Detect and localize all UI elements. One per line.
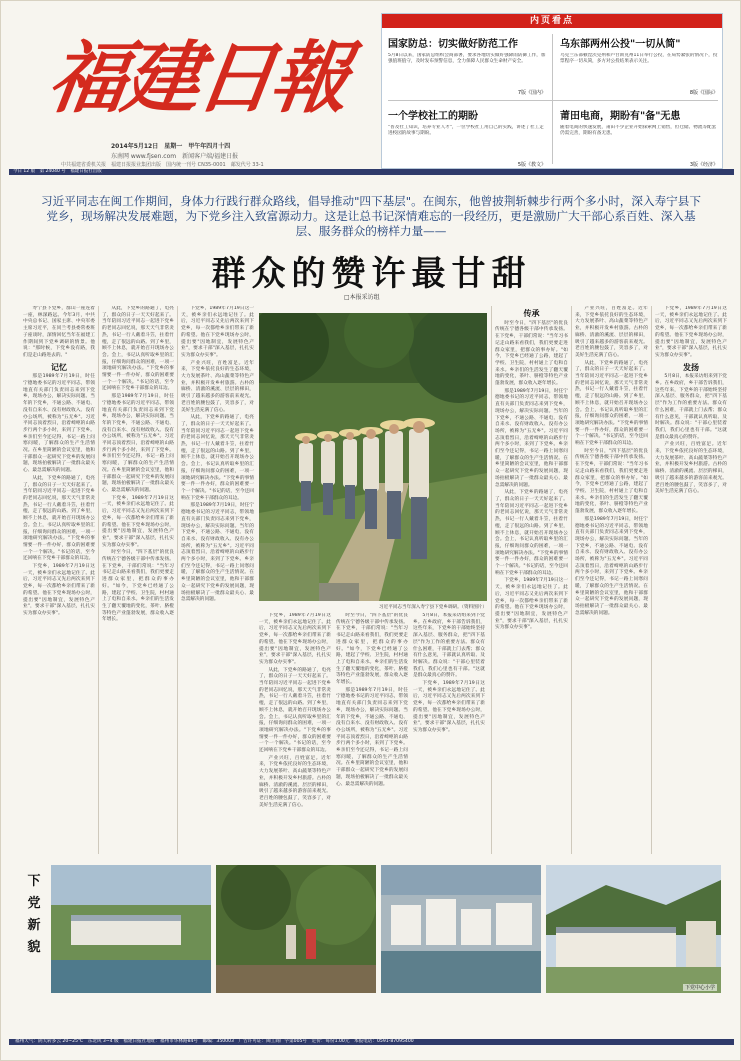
column-text: 下党乡，1989年7月19日这一天，被乡亲们永远地记住了。此后，习近平同志又先后两次来到下党乡，每一次都给乡亲们带来了新的希望。他在下党乡现场办公时，提出要"因地制宜，发展特色产业"，要求干部"深入基层，扎扎实实为群众办实事"。 [181, 306, 254, 358]
column-text: 下党乡，1989年7月19日这一天，被乡亲们永远地记住了。此后，习近平同志又先后两次来到下党乡，每一次都给乡亲们带来了新的希望。他在下党乡现场办公时，提出要"因地制宜，发展特色产业"，要求干部"深入基层，扎扎实实为群众办实事"。 [259, 613, 331, 665]
column-rule [491, 306, 492, 854]
article-column [102, 306, 174, 854]
issue-date: 2014年5月12日 星期一 甲午年四月十四 [111, 143, 231, 150]
column-text: 下党乡，1989年7月19日这一天，被乡亲们永远地记住了。此后，习近平同志又先后两次来到下党乡，每一次都给乡亲们带来了新的希望。他在下党乡现场办公时，提出要"因地制宜，发展特色产业"，要求干部"深入基层，扎扎实实为群众办实事"。 [413, 681, 485, 733]
column-text: 产业兴旺，百姓富足。近年来，下党乡依托良好的生态环境，大力发展茶叶、高山蔬菜等特色产业，并积极开发乡村旅游。古朴的廊桥、清澈的溪流、层层的梯田，吸引了越来越多的游客前来观光。老百姓的腰包鼓了，笑容多了，对美好生活充满了信心。 [655, 442, 727, 495]
highlight-body: 随着电商的快速发展，莆田不少企业开始探索网上销售，但仓储、物流等配套仍需完善，期盼有备无患。 [560, 125, 717, 136]
highlight-body: "普及社工知识，培养专业人才"，一位学校社工用自己的实践，讲述了社工走进校园的故事与期盼。 [388, 125, 544, 136]
highlight-divider [552, 34, 553, 164]
photo-caption: 习近平同志当年深入寿宁县下党乡调研。（资料图片） [379, 605, 487, 610]
column-text: 时至今日，"四下基层"的优良传统在宁德各级干部中传承发扬。在下党乡，干部们常说："当年习书记走山路来看我们，我们更要走进群众家里，把群众的事办好。"如今，下党乡已经通了公路，建起了学校、卫生院，村村通上了电和自来水。乡亲们的生活发生了翻天覆地的变化，茶叶、脐橙等特色产业蓬勃发展，群众收入逐年增长。 [495, 320, 568, 387]
column-text: 5月8日，本报采访组来到下党乡。在乡政府，乡干部告诉我们，这些年来，下党乡的干部始终坚持深入基层、服务群众，把"四下基层"作为工作的重要方法。群众有什么困难，干部就上门去帮；群众有什么意见，干部就认真听取、及时解决。群众说："干部心里装着我们，我们心里也有干部。"这就是群众最真心的赞许。 [655, 374, 727, 440]
article-column [655, 306, 727, 854]
article-column [495, 306, 568, 854]
article-column [413, 613, 485, 853]
newspaper-logo[interactable] [42, 29, 369, 129]
publication-meta: 中共福建省委机关报 福建日报报业集团出版 国内统一刊号 CN35-0001 邮发代号 33-1 [61, 162, 264, 168]
column-text: 从此，下党乡的路通了，电亮了，群众的日子一天天好起来了。当年陪同习近平同志一起进下党乡的老同志回忆说，那天天气非常炎热，书记一行人戴着斗笠，拄着竹棍，走了很远的山路。到了乡里，顾不上休息，就开始召开现场办公会。会上，书记认真听取乡里的汇报，仔细询问群众的困难，一项一项地研究解决办法。"下党乡的事情要一件一件办好，群众的困难要一个一个解决。"书记的话，至今还回响在下党乡干部群众的耳边。 [23, 475, 95, 562]
column-text: 那是1989年7月19日，时任宁德地委书记的习近平同志，带领地直有关部门负责同志来到下党乡，现场办公，解决实际问题。当年的下党乡，不通公路、不通电、没有自来水、没有财政收入、没有办公场所，被称为"五无乡"。习近平同志顶着烈日，沿着崎岖的山路步行两个多小时，来到了下党乡。乡亲们至今还记得，书记一路上问寒问暖，了解群众的生产生活情况。在乡里简陋的会议室里，他和干部群众一起研究下党乡的发展问题，现场拍板解决了一批群众最关心、最急需解决的问题。 [181, 503, 254, 603]
column-text: 产业兴旺，百姓富足。近年来，下党乡依托良好的生态环境，大力发展茶叶、高山蔬菜等特色产业，并积极开发乡村旅游。古朴的廊桥、清澈的溪流、层层的梯田，吸引了越来越多的游客前来观光。老百姓的腰包鼓了，笑容多了，对美好生活充满了信心。 [181, 360, 254, 413]
article-column [259, 613, 331, 853]
highlight-item[interactable] [556, 104, 722, 168]
column-text: 从此，下党乡的路通了，电亮了，群众的日子一天天好起来了。当年陪同习近平同志一起进下党乡的老同志回忆说，那天天气非常炎热，书记一行人戴着斗笠，拄着竹棍，走了很远的山路。到了乡里，顾不上休息，就开始召开现场办公会。会上，书记认真听取乡里的汇报，仔细询问群众的困难，一项一项地研究解决办法。"下党乡的事情要一件一件办好，群众的困难要一个一个解决。"书记的话，至今还回响在下党乡干部群众的耳边。 [575, 360, 648, 447]
highlight-item[interactable] [384, 32, 550, 96]
strip-photo[interactable] [51, 865, 211, 993]
section-heading: 发扬 [683, 361, 699, 372]
website-line[interactable]: 东南网 www.fjsen.com 新闻客户端/福建日报 [111, 153, 239, 160]
highlights-box [381, 13, 723, 169]
highlight-ref[interactable]: 3版《经济》 [689, 162, 718, 168]
column-text: 产业兴旺，百姓富足。近年来，下党乡依托良好的生态环境，大力发展茶叶、高山蔬菜等特色产业，并积极开发乡村旅游。古朴的廊桥、清澈的溪流、层层的梯田，吸引了越来越多的游客前来观光。老百姓的腰包鼓了，笑容多了，对美好生活充满了信心。 [259, 755, 331, 808]
strip-photo[interactable] [381, 865, 541, 993]
highlight-item[interactable] [556, 32, 722, 96]
highlight-title[interactable]: 国家防总：切实做好防范工作 [388, 39, 518, 50]
column-rule [651, 306, 652, 854]
column-text: 下党乡，1989年7月19日这一天，被乡亲们永远地记住了。此后，习近平同志又先后两次来到下党乡，每一次都给乡亲们带来了新的希望。他在下党乡现场办公时，提出要"因地制宜，发展特色产业"，要求干部"深入基层，扎扎实实为群众办实事"。 [102, 495, 174, 548]
strip-photo-image [381, 865, 541, 993]
column-rule [98, 306, 99, 854]
column-text: 下党乡，1989年7月19日这一天，被乡亲们永远地记住了。此后，习近平同志又先后两次来到下党乡，每一次都给乡亲们带来了新的希望。他在下党乡现场办公时，提出要"因地制宜，发展特色产业"，要求干部"深入基层，扎扎实实为群众办实事"。 [655, 306, 727, 358]
headline[interactable]: 群众的赞许最甘甜 [211, 254, 532, 294]
column-rule [571, 306, 572, 854]
lead-paragraph: 习近平同志在闽工作期间，身体力行践行群众路线，倡导推动"四下基层"。在闽东，他曾披荆斩棘步行两个多小时，深入寿宁县下党乡，现场解决发展难题，为下党乡注入致富源动力。这是让总书记深情难忘的一段经历，更是激励广大干部心系百姓、深入基层、服务群众的榜样力量—— [41, 194, 701, 238]
photo-strip-label: 下党新貌 [27, 874, 41, 955]
logo-text: 福建日報 [42, 33, 352, 124]
article-column [181, 306, 254, 854]
column-text: 产业兴旺，百姓富足。近年来，下党乡依托良好的生态环境，大力发展茶叶、高山蔬菜等特色产业，并积极开发乡村旅游。古朴的廊桥、清澈的溪流、层层的梯田，吸引了越来越多的游客前来观光。老百姓的腰包鼓了，笑容多了，对美好生活充满了信心。 [575, 306, 648, 358]
column-text: 时至今日，"四下基层"的优良传统在宁德各级干部中传承发扬。在下党乡，干部们常说："当年习书记走山路来看我们，我们更要走进群众家里，把群众的事办好。"如今，下党乡已经通了公路，建起了学校、卫生院，村村通上了电和自来水。乡亲们的生活发生了翻天覆地的变化，茶叶、脐橙等特色产业蓬勃发展，群众收入逐年增长。 [336, 613, 408, 686]
column-text: 寿宁县下党乡，群山一座连着一座，林深路远。今年3月，中共中央总书记、国家主席、中央军委主席习近平，在同兰考县委常委班子座谈时，深情回忆当年在福建工作期间到下党乡调研的情景。他说："那时候，下党乡没有路，我们是走山路进去的。" [23, 306, 95, 358]
highlight-title[interactable]: 一个学校社工的期盼 [388, 111, 478, 122]
section-heading: 记忆 [51, 361, 67, 372]
highlight-body: 5月8日以来，国家防总组织会商部署，要求各地切实做好强降雨防御工作，加强值班值守，及时发布预警信息，全力保障人民群众生命财产安全。 [388, 53, 546, 64]
column-text: 从此，下党乡的路通了，电亮了，群众的日子一天天好起来了。当年陪同习近平同志一起进下党乡的老同志回忆说，那天天气非常炎热，书记一行人戴着斗笠，拄着竹棍，走了很远的山路。到了乡里，顾不上休息，就开始召开现场办公会。会上，书记认真听取乡里的汇报，仔细询问群众的困难，一项一项地研究解决办法。"下党乡的事情要一件一件办好，群众的困难要一个一个解决。"书记的话，至今还回响在下党乡干部群众的耳边。 [259, 667, 331, 754]
highlight-ref[interactable]: 8版《国际》 [689, 90, 718, 96]
lead-photo-image [259, 313, 487, 601]
column-text: 时至今日，"四下基层"的优良传统在宁德各级干部中传承发扬。在下党乡，干部们常说："当年习书记走山路来看我们，我们更要走进群众家里，把群众的事办好。"如今，下党乡已经通了公路，建起了学校、卫生院，村村通上了电和自来水。乡亲们的生活发生了翻天覆地的变化，茶叶、脐橙等特色产业蓬勃发展，群众收入逐年增长。 [102, 550, 174, 623]
column-text: 那是1989年7月19日，时任宁德地委书记的习近平同志，带领地直有关部门负责同志来到下党乡，现场办公，解决实际问题。当年的下党乡，不通公路、不通电、没有自来水、没有财政收入、没有办公场所，被称为"五无乡"。习近平同志顶着烈日，沿着崎岖的山路步行两个多小时，来到了下党乡。乡亲们至今还记得，书记一路上问寒问暖，了解群众的生产生活情况。在乡里简陋的会议室里，他和干部群众一起研究下党乡的发展问题，现场拍板解决了一批群众最关心、最急需解决的问题。 [336, 687, 408, 787]
column-text: 从此，下党乡的路通了，电亮了，群众的日子一天天好起来了。当年陪同习近平同志一起进下党乡的老同志回忆说，那天天气非常炎热，书记一行人戴着斗笠，拄着竹棍，走了很远的山路。到了乡里，顾不上休息，就开始召开现场办公会。会上，书记认真听取乡里的汇报，仔细询问群众的困难，一项一项地研究解决办法。"下党乡的事情要一件一件办好，群众的困难要一个一个解决。"书记的话，至今还回响在下党乡干部群众的耳边。 [495, 490, 568, 576]
column-text: 那是1989年7月19日，时任宁德地委书记的习近平同志，带领地直有关部门负责同志来到下党乡，现场办公，解决实际问题。当年的下党乡，不通公路、不通电、没有自来水、没有财政收入、没有办公场所，被称为"五无乡"。习近平同志顶着烈日，沿着崎岖的山路步行两个多小时，来到了下党乡。乡亲们至今还记得，书记一路上问寒问暖，了解群众的生产生活情况。在乡里简陋的会议室里，他和干部群众一起研究下党乡的发展问题，现场拍板解决了一批群众最关心、最急需解决的问题。 [23, 374, 95, 474]
highlight-item[interactable] [384, 104, 550, 168]
highlight-ref[interactable]: 7版《国内》 [517, 90, 546, 96]
column-text: 从此，下党乡的路通了，电亮了，群众的日子一天天好起来了。当年陪同习近平同志一起进下党乡的老同志回忆说，那天天气非常炎热，书记一行人戴着斗笠，拄着竹棍，走了很远的山路。到了乡里，顾不上休息，就开始召开现场办公会。会上，书记认真听取乡里的汇报，仔细询问群众的困难，一项一项地研究解决办法。"下党乡的事情要一件一件办好，群众的困难要一个一个解决。"书记的话，至今还回响在下党乡干部群众的耳边。 [181, 415, 254, 501]
highlight-divider [388, 100, 718, 101]
article-column [23, 306, 95, 854]
strip-photo[interactable] [216, 865, 376, 993]
byline: □本报采访组 [344, 294, 380, 301]
article-column [575, 306, 648, 854]
column-rule [177, 306, 178, 854]
column-text: 下党乡，1989年7月19日这一天，被乡亲们永远地记住了。此后，习近平同志又先后两次来到下党乡，每一次都给乡亲们带来了新的希望。他在下党乡现场办公时，提出要"因地制宜，发展特色产业"，要求干部"深入基层，扎扎实实为群众办实事"。 [23, 564, 95, 616]
strip-photo-image [546, 865, 721, 993]
highlights-header: 内页看点 [382, 14, 722, 28]
highlight-title[interactable]: 乌东部两州公投"一切从简" [560, 39, 681, 50]
strip-photo[interactable] [546, 865, 721, 993]
column-text: 那是1989年7月19日，时任宁德地委书记的习近平同志，带领地直有关部门负责同志来到下党乡，现场办公，解决实际问题。当年的下党乡，不通公路、不通电、没有自来水、没有财政收入、没有办公场所，被称为"五无乡"。习近平同志顶着烈日，沿着崎岖的山路步行两个多小时，来到了下党乡。乡亲们至今还记得，书记一路上问寒问暖，了解群众的生产生活情况。在乡里简陋的会议室里，他和干部群众一起研究下党乡的发展问题，现场拍板解决了一批群众最关心、最急需解决的问题。 [102, 394, 174, 493]
column-text: 那是1989年7月19日，时任宁德地委书记的习近平同志，带领地直有关部门负责同志来到下党乡，现场办公，解决实际问题。当年的下党乡，不通公路、不通电、没有自来水、没有财政收入、没有办公场所，被称为"五无乡"。习近平同志顶着烈日，沿着崎岖的山路步行两个多小时，来到了下党乡。乡亲们至今还记得，书记一路上问寒问暖，了解群众的生产生活情况。在乡里简陋的会议室里，他和干部群众一起研究下党乡的发展问题，现场拍板解决了一批群众最关心、最急需解决的问题。 [575, 516, 648, 616]
strip-photo-caption: 下党中心小学 [684, 985, 715, 991]
article-column [336, 613, 408, 853]
highlight-ref[interactable]: 5版《教文》 [517, 162, 546, 168]
highlight-body: 乌克兰东部顿涅茨克州和卢甘斯克州11日举行公投，在局势紧张的情况下，投票程序一切从简，多方对公投结果表示关注。 [560, 53, 718, 64]
section-heading: 传承 [523, 308, 540, 318]
column-text: 下党乡，1989年7月19日这一天，被乡亲们永远地记住了。此后，习近平同志又先后两次来到下党乡，每一次都给乡亲们带来了新的希望。他在下党乡现场办公时，提出要"因地制宜，发展特色产业"，要求干部"深入基层，扎扎实实为群众办实事"。 [495, 578, 568, 631]
highlight-title[interactable]: 莆田电商，期盼有"备"无患 [560, 111, 681, 122]
masthead-rule [9, 169, 734, 175]
footer-text: 福州天气：阴天转多云 20~25℃ 东北风 3~4 级 福建日报社地址：福州市华林路84号 邮编：350003 广告许可证：闽工商广字第005号 定价：每份1.00元 本报电话：0591-87095400 [15, 1039, 414, 1044]
column-text: 5月8日，本报采访组来到下党乡。在乡政府，乡干部告诉我们，这些年来，下党乡的干部始终坚持深入基层、服务群众，把"四下基层"作为工作的重要方法。群众有什么困难，干部就上门去帮；群众有什么意见，干部就认真听取、及时解决。群众说："干部心里装着我们，我们心里也有干部。"这就是群众最真心的赞许。 [413, 613, 485, 679]
masthead-rule-text: 今日 12 版 第 24040 号 福建日报社出版 [13, 169, 102, 174]
strip-photo-image [51, 865, 211, 993]
lead-photo[interactable] [259, 313, 487, 601]
column-text: 时至今日，"四下基层"的优良传统在宁德各级干部中传承发扬。在下党乡，干部们常说："当年习书记走山路来看我们，我们更要走进群众家里，把群众的事办好。"如今，下党乡已经通了公路，建起了学校、卫生院，村村通上了电和自来水。乡亲们的生活发生了翻天覆地的变化，茶叶、脐橙等特色产业蓬勃发展，群众收入逐年增长。 [575, 448, 648, 515]
column-text: 从此，下党乡的路通了，电亮了，群众的日子一天天好起来了。当年陪同习近平同志一起进下党乡的老同志回忆说，那天天气非常炎热，书记一行人戴着斗笠，拄着竹棍，走了很远的山路。到了乡里，顾不上休息，就开始召开现场办公会。会上，书记认真听取乡里的汇报，仔细询问群众的困难，一项一项地研究解决办法。"下党乡的事情要一件一件办好，群众的困难要一个一个解决。"书记的话，至今还回响在下党乡干部群众的耳边。 [102, 306, 174, 392]
column-text: 那是1989年7月19日，时任宁德地委书记的习近平同志，带领地直有关部门负责同志来到下党乡，现场办公，解决实际问题。当年的下党乡，不通公路、不通电、没有自来水、没有财政收入、没有办公场所，被称为"五无乡"。习近平同志顶着烈日，沿着崎岖的山路步行两个多小时，来到了下党乡。乡亲们至今还记得，书记一路上问寒问暖，了解群众的生产生活情况。在乡里简陋的会议室里，他和干部群众一起研究下党乡的发展问题，现场拍板解决了一批群众最关心、最急需解决的问题。 [495, 388, 568, 488]
strip-photo-image [216, 865, 376, 993]
